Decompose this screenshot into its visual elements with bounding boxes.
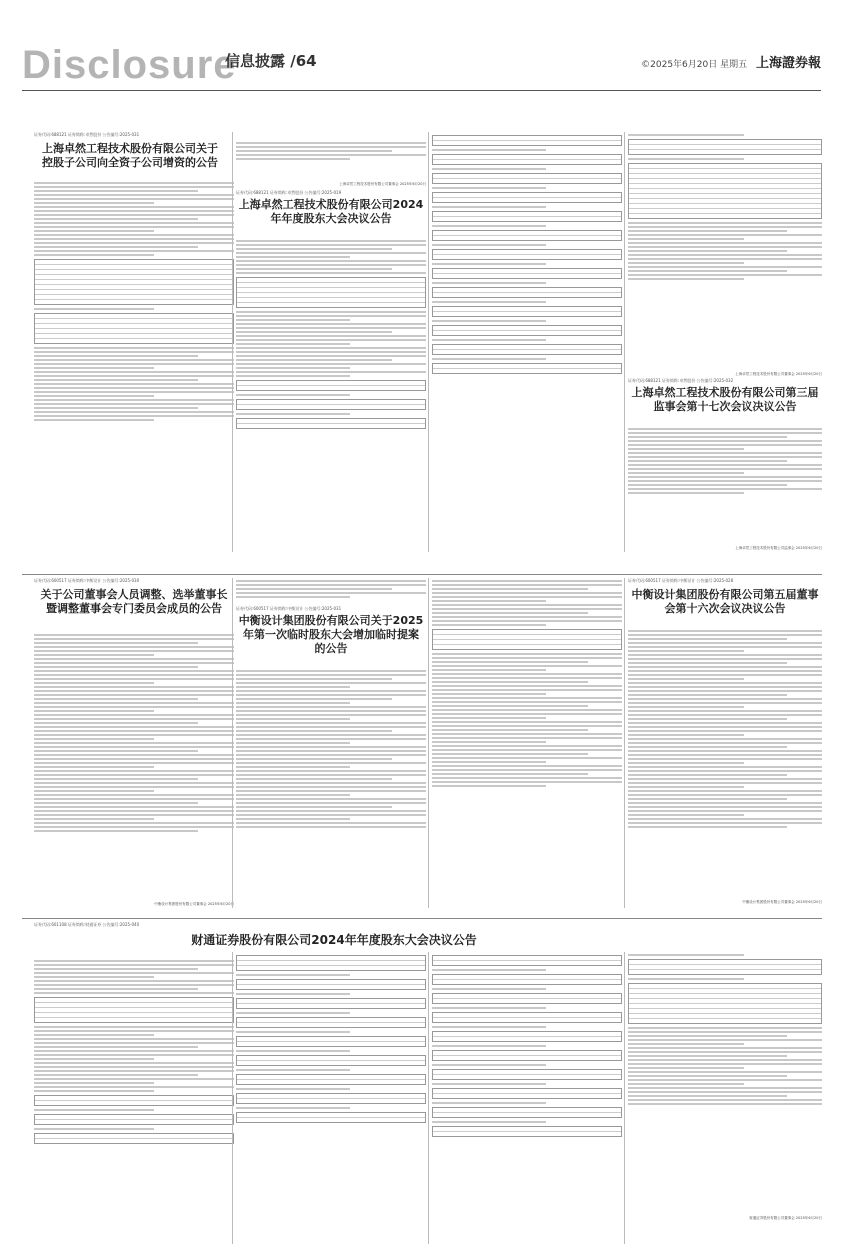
article-body [34,180,234,550]
article-title: 中衡设计集团股份有限公司关于2025年第一次临时股东大会增加临时提案的公告 [238,614,424,655]
article-code: 证券代码:600517 证券简称:中衡设计 公告编号:2025-031 [236,606,342,611]
column-separator [232,132,233,552]
article-signature: 上海卓然工程技术股份有限公司董事会 2025年6月20日 [735,372,822,376]
column-separator [624,578,625,908]
article-signature: 上海卓然工程技术股份有限公司监事会 2025年6月20日 [735,546,822,550]
section-name: 信息披露 [225,52,286,70]
article-signature: 中衡设计集团股份有限公司董事会 2025年6月20日 [742,900,822,904]
article-body [34,958,234,1244]
masthead-right [641,52,821,71]
issue-date: ©2025年6月20日 星期五 [641,60,748,70]
article-signature: 上海卓然工程技术股份有限公司董事会 2025年6月20日 [339,182,426,186]
article-title: 上海卓然工程技术股份有限公司关于控股子公司向全资子公司增资的公告 [42,142,218,169]
newspaper-brand: 上海證券報 [755,56,821,71]
page-number: /64 [290,52,317,70]
article-body [628,426,822,544]
article-title: 上海卓然工程技术股份有限公司2024年年度股东大会决议公告 [238,198,424,225]
article-signature: 中衡设计集团股份有限公司董事会 2025年6月20日 [154,902,234,906]
block-bottom [22,918,822,920]
article-body [34,632,234,898]
column-separator [624,132,625,552]
article-signature: 财通证券股份有限公司董事会 2025年6月20日 [749,1216,822,1220]
article-body [432,952,622,1244]
article-code: 证券代码:600517 证券简称:中衡设计 公告编号:2025-028 [628,578,734,583]
column-separator [428,132,429,552]
section-title-en: Disclosure [22,43,237,87]
masthead-rule [22,90,821,91]
article-title: 中衡设计集团股份有限公司第五届董事会第十六次会议决议公告 [631,588,819,615]
masthead [0,0,843,112]
article-code: 证券代码:688121 证券简称:卓然股份 公告编号:2025-031 [34,132,140,137]
article-title: 财通证券股份有限公司2024年年度股东大会决议公告 [191,933,477,947]
article-code: 证券代码:600517 证券简称:中衡设计 公告编号:2025-030 [34,578,140,583]
article-code: 证券代码:601108 证券简称:财通证券 公告编号:2025-040 [34,922,140,927]
article-body [236,952,426,1244]
section-title-cn [225,50,317,71]
article-body [432,578,622,898]
article-code: 证券代码:688121 证券简称:卓然股份 公告编号:2025-019 [236,190,342,195]
article-body [236,140,426,180]
article-body [236,668,426,898]
article-title: 关于公司董事会人员调整、选举董事长暨调整董事会专门委员会成员的公告 [40,588,228,615]
article-body [628,132,822,372]
article-body [236,238,426,552]
article-body [236,578,426,606]
article-body [432,132,622,552]
article-body [628,628,822,898]
article-title: 上海卓然工程技术股份有限公司第三届监事会第十七次会议决议公告 [631,386,819,413]
column-separator [624,952,625,1244]
column-separator [232,578,233,908]
article-code: 证券代码:688121 证券简称:卓然股份 公告编号:2025-032 [628,378,734,383]
article-body [628,952,822,1212]
column-separator [232,952,233,1244]
block-middle [22,574,822,576]
column-separator [428,952,429,1244]
column-separator [428,578,429,908]
